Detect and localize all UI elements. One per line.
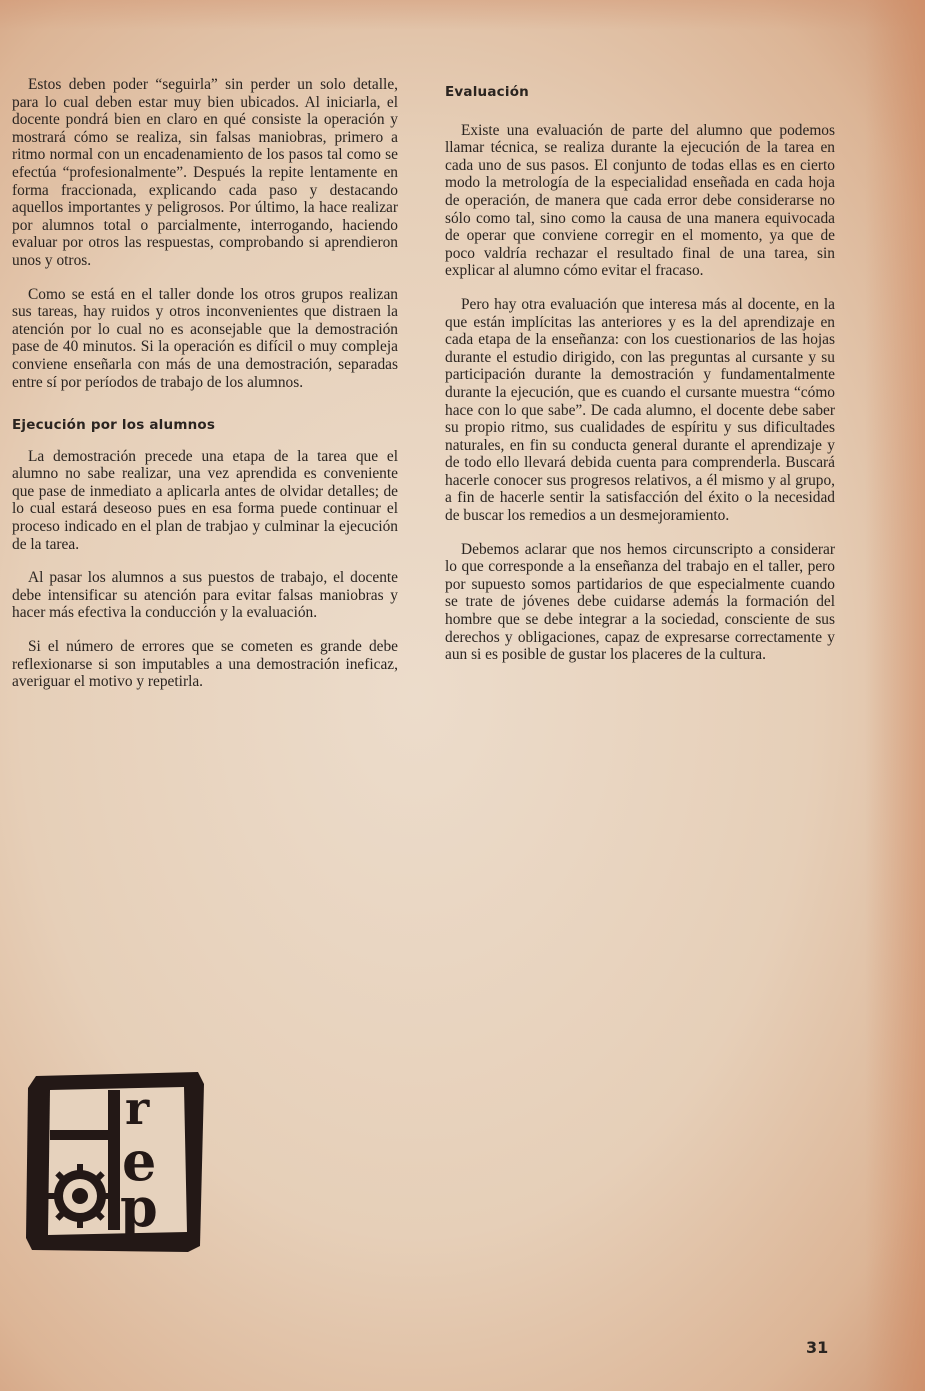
body-paragraph: Estos deben poder “seguirla” sin perder un solo detalle, para lo cual deben estar muy bien ubicados. Al iniciarla, el docente pondrá bien en claro en qué consiste la operación y mostrará cómo se realiza, sin falsas maniobras, primero a ritmo normal con un encadenamiento de los pasos tal como se efectúa “profesionalmente”. Después la repite lentamente en forma fraccionada, explicando cada paso y destacando aquellos importantes y peligrosos. Por último, la hace realizar por alumnos total o parcialmente, interrogando, haciendo evaluar por otros las respuestas, comprobando si aprendieron unos y otros. (12, 76, 398, 269)
body-paragraph: Como se está en el taller donde los otros grupos realizan sus tareas, hay ruidos y otros inconvenientes que distraen la atención por lo cual no es aconsejable que la demostración pase de 40 minutos. Si la operación es difícil o muy compleja conviene enseñarla con más de una demostración, separadas entre sí por períodos de trabajo de los alumnos. (12, 285, 398, 391)
body-paragraph: La demostración precede una etapa de la tarea que el alumno no sabe realizar, una vez aprendida es conveniente que pase de inmediato a aplicarla antes de olvidar detalles; de lo cual estará deseoso pues en esa forma puede continuar el proceso indicado en el plan de trabjao y culminar la ejecución de la tarea. (12, 447, 398, 553)
logo-letter-e: e (122, 1129, 157, 1193)
body-paragraph: Al pasar los alumnos a sus puestos de trabajo, el docente debe intensificar su atención para evitar falsas maniobras y hacer más efectiva la conducción y la evaluación. (12, 569, 398, 622)
gear-icon (48, 1164, 112, 1228)
body-paragraph: Pero hay otra evaluación que interesa más al docente, en la que están implícitas las anteriores y es la del aprendizaje en cada etapa de la enseñanza: con los cuestionarios de las hojas durante el estudio dirigido, con las preguntas al cursante y su participación durante la demostración y fundamentalmente durante la ejecución, que es cuando el cursante muestra “cómo hace con lo que sabe”. De cada alumno, el docente debe saber su propio ritmo, sus cualidades de espíritu y sus dificultades naturales, en fin su conducta general durante el aprendizaje y de todo ello llevará debida cuenta para comprenderla. Buscará hacerle conocer sus progresos relativos, a él mismo y al grupo, a fin de hacerle sentir la satisfacción del éxito o la necesidad de buscar los remedios a un desmejoramiento. (445, 295, 835, 525)
left-column (12, 76, 398, 707)
body-paragraph: Debemos aclarar que nos hemos circunscripto a considerar lo que corresponde a la enseñanza del trabajo en el taller, pero por supuesto somos partidarios de que especialmente cuando se trate de jóvenes debe cuidarse además la formación del hombre que se debe integrar a la sociedad, consciente de sus derechos y obligaciones, capaz de expresarse correctamente y aun si es posible de gustar los placeres de la cultura. (445, 540, 835, 664)
logo-letter-r: r (125, 1081, 150, 1135)
right-column (445, 76, 835, 680)
rep-logo (22, 1068, 208, 1254)
page-number: 31 (806, 1338, 829, 1357)
section-heading-ejecucion: Ejecución por los alumnos (12, 417, 216, 434)
body-paragraph: Si el número de errores que se cometen es grande debe reflexionarse si son imputables a una demostración ineficaz, averiguar el motivo y repetirla. (12, 638, 398, 691)
logo-letter-p: p (120, 1175, 158, 1239)
paper-edge-shading (865, 0, 925, 1391)
paper-top-shading (0, 0, 925, 30)
section-heading-evaluacion: Evaluación (445, 84, 529, 100)
body-paragraph: Existe una evaluación de parte del alumno que podemos llamar técnica, se realiza durante la ejecución de la tarea en cada uno de sus pasos. El conjunto de todas ellas es en cierto modo la metrología de la especialidad enseñada en cada hoja de operación, de manera que cada error debe considerarse no sólo como tal, sino como la causa de una manera equivocada de operar que conviene corregir en el momento, ya que de poco valdría rechazar el resultado final de una tarea, sin explicar al alumno cómo evitar el fracaso. (445, 121, 835, 280)
